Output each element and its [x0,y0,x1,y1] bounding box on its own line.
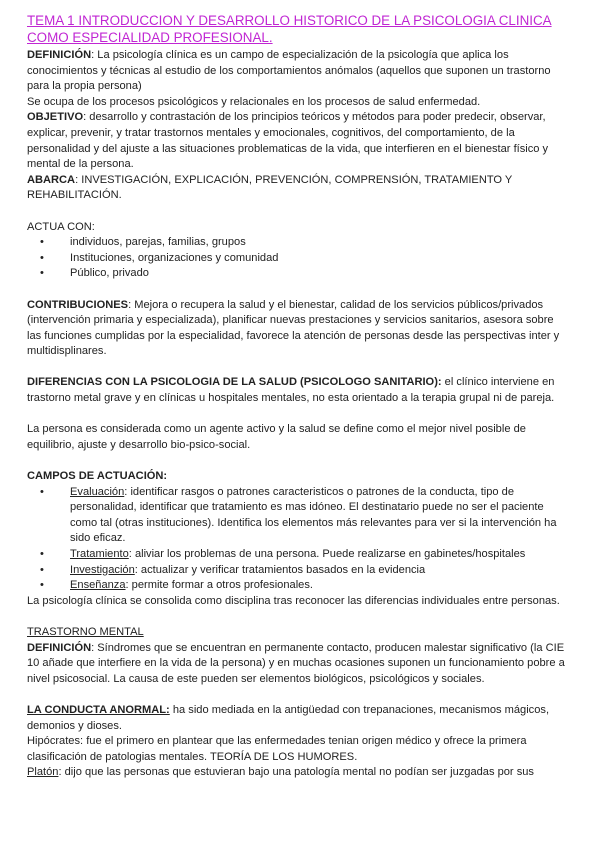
actua-label: ACTUA CON: [27,220,95,233]
campo-text: : identificar rasgos o patrones caracteristicos o patrones de la conducta, tipo de personalidad, identificar que tratamiento es mas idóneo. El destinatario puede no ser el paciente como tal (otras instituciones). Identifica los elementos más relevantes para ver si la intervención ha sido eficaz. [70,485,557,545]
campo-text: : aliviar los problemas de una persona. Puede realizarse en gabinetes/hospitales [128,548,526,560]
platon-text: : dijo que las personas que estuvieran bajo una patología mental no podían ser juzgadas por sus [58,766,534,779]
consolida-paragraph: La psicología clínica se consolida como disciplina tras reconocer las diferencias individuales entre personas. [27,594,560,607]
contribuciones-text: : Mejora o recupera la salud y el bienestar, calidad de los servicios públicos/privados (intervención primaria y especializada), planificar nuevas prestaciones y servicios sanitarios, asesora sobre las funciones cumplidas por la especialidad, favorece la atención de personas desde las perspectivas inter y multidisplinares. [27,298,560,358]
diferencias-paragraph [27,375,570,406]
definicion-label: DEFINICIÓN [27,49,92,61]
objetivo-text: : desarrollo y contrastación de los principios teóricos y métodos para poder predecir, observar, explicar, prevenir, y tratar trastornos mentales y emocionales, cognitivos, del comportamiento, de la personalidad y del ajuste a las situaciones problematicas de la vida, que interfieren en el bienestar físico y mental de la persona. [27,111,549,171]
campo-term: Tratamiento [70,548,129,560]
diferencias-text: el clínico interviene en trastorno metal grave y en clínicas u hospitales mentales, no esta orientado a la terapia grupal ni de pareja. [27,376,555,405]
conducta-text: ha sido mediada en la antigüedad con trepanaciones, mecanismos mágicos, demonios y dioses. [27,703,550,732]
diferencias-label: DIFERENCIAS CON LA PSICOLOGIA DE LA SALUD (PSICOLOGO SANITARIO): [27,376,442,389]
contribuciones-label: CONTRIBUCIONES [27,298,129,311]
platon-label: Platón [27,766,59,779]
campos-label: CAMPOS DE ACTUACIÓN: [27,470,168,483]
campo-text: : permite formar a otros profesionales. [125,579,313,592]
hipocrates-paragraph: Hipócrates: fue el primero en plantear que las enfermedades tenian origen médico y ofrece la primera clasificación de patologias mentales. TEORÍA DE LOS HUMORES. [27,735,527,763]
conducta-label: LA CONDUCTA ANORMAL: [27,703,170,716]
trastorno-def-text: : Síndromes que se encuentran en permanente contacto, producen malestar significativo (la CIE 10 añade que interfiere en la vida de la persona) y en muchas ocasiones suponen un funcionamiento pobre a nivel psicosocial. La causa de este pueden ser elementos biológicos, psicológicos y sociales. [27,641,565,685]
spacer [27,453,570,469]
list-item [27,485,570,547]
abarca-text: : INVESTIGACIÓN, EXPLICACIÓN, PREVENCIÓN, COMPRENSIÓN, TRATAMIENTO Y REHABILITACIÓN. [27,173,513,202]
list-item [27,563,570,579]
list-item: • individuos, parejas, familias, grupos [27,235,570,251]
list-item [27,547,570,563]
definicion-text: : La psicología clínica es un campo de especialización de la psicología que aplica los conocimientos y técnicas al estudio de los comportamientos anómalos (aquellos que suponen un trastorno para la propia persona) [27,49,551,93]
list-item [27,578,570,594]
campo-term: Evaluación [70,485,125,498]
trastorno-heading: TRASTORNO MENTAL [27,625,144,638]
conducta-paragraph [27,703,570,734]
list-item: • Público, privado [27,266,570,282]
spacer [27,204,570,220]
contribuciones-paragraph [27,298,570,360]
page-title: TEMA 1 INTRODUCCION Y DESARROLLO HISTORICO DE LA PSICOLOGIA CLINICA COMO ESPECIALIDAD PROFESIONAL. [27,13,552,45]
actua-list [27,235,570,282]
campo-text: : actualizar y verificar tratamientos basados en la evidencia [134,563,426,576]
objetivo-label: OBJETIVO [27,111,84,124]
spacer [27,609,570,625]
list-item: • Instituciones, organizaciones y comunidad [27,251,570,267]
definicion-paragraph [27,48,570,95]
persona-paragraph: La persona es considerada como un agente activo y la salud se define como el mejor nivel posible de equilibrio, ajuste y desarrollo bio-psico-social. [27,423,526,451]
spacer [27,407,570,423]
trastorno-definicion-paragraph [27,641,570,688]
spacer [27,360,570,376]
se-ocupa-paragraph: Se ocupa de los procesos psicológicos y relacionales en los procesos de salud enfermedad. [27,95,481,108]
spacer [27,687,570,703]
trastorno-def-label: DEFINICIÓN [27,641,92,654]
objetivo-paragraph [27,110,570,172]
campo-term: Investigación [70,563,135,576]
spacer [27,282,570,298]
abarca-paragraph [27,173,570,204]
campo-term: Enseñanza [70,579,126,592]
abarca-label: ABARCA [27,173,76,186]
campos-list [27,485,570,594]
platon-paragraph [27,765,570,781]
